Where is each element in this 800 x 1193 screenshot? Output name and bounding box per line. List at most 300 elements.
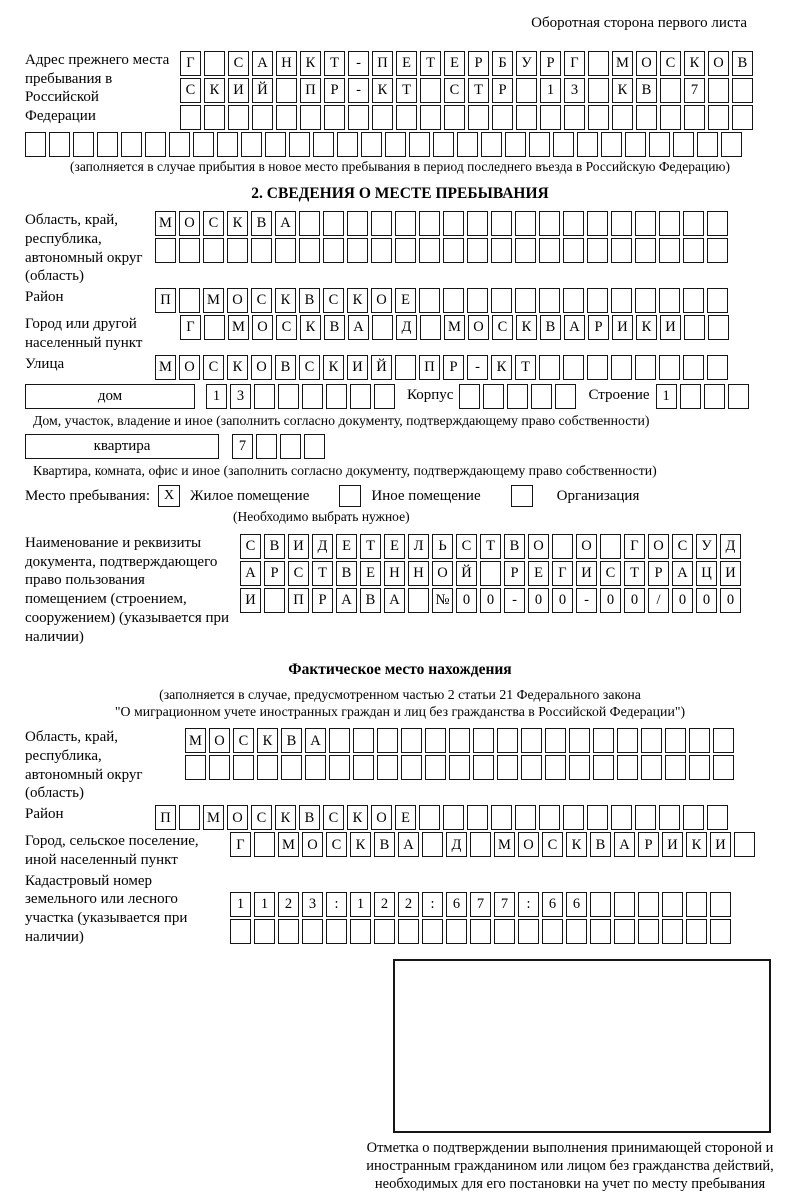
form-cell[interactable] bbox=[420, 105, 441, 130]
form-cell[interactable] bbox=[275, 238, 296, 263]
form-cell[interactable]: Р bbox=[638, 832, 659, 857]
form-cell[interactable] bbox=[539, 211, 560, 236]
form-cell[interactable]: С bbox=[276, 315, 297, 340]
form-cell[interactable]: Р bbox=[540, 51, 561, 76]
form-cell[interactable] bbox=[449, 728, 470, 753]
form-cell[interactable] bbox=[518, 919, 539, 944]
form-cell[interactable]: И bbox=[660, 315, 681, 340]
form-cell[interactable]: : bbox=[422, 892, 443, 917]
form-cell[interactable]: Ц bbox=[696, 561, 717, 586]
form-cell[interactable]: И bbox=[612, 315, 633, 340]
form-cell[interactable] bbox=[227, 238, 248, 263]
form-cell[interactable] bbox=[278, 919, 299, 944]
form-cell[interactable]: 1 bbox=[656, 384, 677, 409]
form-cell[interactable]: Н bbox=[408, 561, 429, 586]
form-cell[interactable] bbox=[708, 315, 729, 340]
form-cell[interactable]: С bbox=[672, 534, 693, 559]
form-cell[interactable]: И bbox=[576, 561, 597, 586]
form-cell[interactable] bbox=[588, 78, 609, 103]
form-cell[interactable] bbox=[401, 755, 422, 780]
form-cell[interactable]: Т bbox=[396, 78, 417, 103]
form-cell[interactable]: В bbox=[504, 534, 525, 559]
form-cell[interactable]: С bbox=[323, 288, 344, 313]
form-cell[interactable]: 6 bbox=[542, 892, 563, 917]
form-cell[interactable] bbox=[507, 384, 528, 409]
form-cell[interactable] bbox=[734, 832, 755, 857]
form-cell[interactable]: К bbox=[612, 78, 633, 103]
form-cell[interactable]: Д bbox=[312, 534, 333, 559]
form-cell[interactable] bbox=[569, 728, 590, 753]
form-cell[interactable] bbox=[539, 805, 560, 830]
form-cell[interactable] bbox=[204, 105, 225, 130]
form-cell[interactable] bbox=[337, 132, 358, 157]
form-cell[interactable]: К bbox=[347, 805, 368, 830]
form-cell[interactable]: О bbox=[371, 288, 392, 313]
form-cell[interactable] bbox=[372, 105, 393, 130]
form-cell[interactable]: М bbox=[444, 315, 465, 340]
form-cell[interactable] bbox=[732, 105, 753, 130]
form-cell[interactable] bbox=[587, 805, 608, 830]
form-cell[interactable] bbox=[121, 132, 142, 157]
form-cell[interactable] bbox=[299, 211, 320, 236]
form-cell[interactable] bbox=[563, 355, 584, 380]
form-cell[interactable]: С bbox=[492, 315, 513, 340]
form-cell[interactable]: М bbox=[185, 728, 206, 753]
form-cell[interactable] bbox=[721, 132, 742, 157]
form-cell[interactable] bbox=[278, 384, 299, 409]
form-cell[interactable] bbox=[553, 132, 574, 157]
form-cell[interactable] bbox=[707, 355, 728, 380]
form-cell[interactable] bbox=[635, 211, 656, 236]
form-cell[interactable]: О bbox=[636, 51, 657, 76]
form-cell[interactable]: С bbox=[240, 534, 261, 559]
form-cell[interactable]: Л bbox=[408, 534, 429, 559]
form-cell[interactable] bbox=[707, 805, 728, 830]
form-cell[interactable] bbox=[689, 728, 710, 753]
form-cell[interactable] bbox=[422, 919, 443, 944]
form-cell[interactable] bbox=[256, 434, 277, 459]
form-cell[interactable] bbox=[588, 105, 609, 130]
form-cell[interactable] bbox=[659, 211, 680, 236]
form-cell[interactable] bbox=[611, 355, 632, 380]
form-cell[interactable] bbox=[419, 211, 440, 236]
form-cell[interactable]: К bbox=[323, 355, 344, 380]
form-cell[interactable] bbox=[710, 892, 731, 917]
form-cell[interactable]: Е bbox=[528, 561, 549, 586]
form-cell[interactable] bbox=[419, 238, 440, 263]
form-cell[interactable] bbox=[545, 755, 566, 780]
form-cell[interactable] bbox=[422, 832, 443, 857]
form-cell[interactable]: К bbox=[227, 355, 248, 380]
form-cell[interactable]: М bbox=[494, 832, 515, 857]
form-cell[interactable]: И bbox=[710, 832, 731, 857]
form-cell[interactable]: В bbox=[360, 588, 381, 613]
form-cell[interactable]: К bbox=[636, 315, 657, 340]
form-cell[interactable]: М bbox=[155, 355, 176, 380]
form-cell[interactable] bbox=[425, 728, 446, 753]
form-cell[interactable] bbox=[684, 315, 705, 340]
form-cell[interactable] bbox=[480, 561, 501, 586]
form-cell[interactable]: О bbox=[468, 315, 489, 340]
form-cell[interactable] bbox=[659, 238, 680, 263]
form-cell[interactable] bbox=[350, 919, 371, 944]
form-cell[interactable]: И bbox=[240, 588, 261, 613]
form-cell[interactable]: Р bbox=[324, 78, 345, 103]
form-cell[interactable] bbox=[409, 132, 430, 157]
form-cell[interactable]: К bbox=[516, 315, 537, 340]
form-cell[interactable]: П bbox=[155, 805, 176, 830]
form-cell[interactable] bbox=[326, 384, 347, 409]
form-cell[interactable] bbox=[420, 78, 441, 103]
form-cell[interactable]: - bbox=[348, 51, 369, 76]
form-cell[interactable]: / bbox=[648, 588, 669, 613]
form-cell[interactable] bbox=[728, 384, 749, 409]
form-cell[interactable]: С bbox=[251, 288, 272, 313]
form-cell[interactable]: С bbox=[299, 355, 320, 380]
form-cell[interactable] bbox=[662, 919, 683, 944]
form-cell[interactable]: А bbox=[305, 728, 326, 753]
form-cell[interactable] bbox=[257, 755, 278, 780]
form-cell[interactable] bbox=[467, 288, 488, 313]
form-cell[interactable] bbox=[587, 355, 608, 380]
form-cell[interactable]: К bbox=[275, 288, 296, 313]
form-cell[interactable]: 2 bbox=[398, 892, 419, 917]
form-cell[interactable] bbox=[564, 105, 585, 130]
form-cell[interactable] bbox=[217, 132, 238, 157]
form-cell[interactable]: 0 bbox=[456, 588, 477, 613]
form-cell[interactable]: П bbox=[372, 51, 393, 76]
form-cell[interactable] bbox=[660, 78, 681, 103]
form-cell[interactable] bbox=[491, 238, 512, 263]
form-cell[interactable] bbox=[145, 132, 166, 157]
form-cell[interactable]: С bbox=[323, 805, 344, 830]
form-cell[interactable] bbox=[635, 238, 656, 263]
form-cell[interactable] bbox=[470, 919, 491, 944]
form-cell[interactable]: М bbox=[155, 211, 176, 236]
form-cell[interactable]: С bbox=[288, 561, 309, 586]
form-cell[interactable] bbox=[638, 892, 659, 917]
form-cell[interactable] bbox=[539, 355, 560, 380]
form-cell[interactable] bbox=[708, 78, 729, 103]
form-cell[interactable]: Й bbox=[252, 78, 273, 103]
form-cell[interactable]: Т bbox=[468, 78, 489, 103]
form-cell[interactable] bbox=[505, 132, 526, 157]
form-cell[interactable]: 2 bbox=[374, 892, 395, 917]
form-cell[interactable] bbox=[324, 105, 345, 130]
form-cell[interactable] bbox=[710, 919, 731, 944]
form-cell[interactable] bbox=[483, 384, 504, 409]
form-cell[interactable] bbox=[680, 384, 701, 409]
form-cell[interactable] bbox=[590, 892, 611, 917]
form-cell[interactable]: И bbox=[288, 534, 309, 559]
form-cell[interactable] bbox=[563, 238, 584, 263]
form-cell[interactable]: Р bbox=[312, 588, 333, 613]
form-cell[interactable]: 0 bbox=[528, 588, 549, 613]
form-cell[interactable]: Р bbox=[264, 561, 285, 586]
form-cell[interactable] bbox=[732, 78, 753, 103]
form-cell[interactable] bbox=[323, 238, 344, 263]
form-cell[interactable] bbox=[329, 755, 350, 780]
form-cell[interactable] bbox=[587, 288, 608, 313]
form-cell[interactable] bbox=[419, 288, 440, 313]
form-cell[interactable] bbox=[497, 728, 518, 753]
form-cell[interactable]: А bbox=[336, 588, 357, 613]
form-cell[interactable]: 7 bbox=[232, 434, 253, 459]
form-cell[interactable]: Т bbox=[480, 534, 501, 559]
form-cell[interactable] bbox=[443, 211, 464, 236]
form-cell[interactable]: Г bbox=[624, 534, 645, 559]
form-cell[interactable]: О bbox=[251, 355, 272, 380]
form-cell[interactable] bbox=[444, 105, 465, 130]
form-cell[interactable]: В bbox=[590, 832, 611, 857]
form-cell[interactable] bbox=[276, 78, 297, 103]
form-cell[interactable] bbox=[491, 805, 512, 830]
form-cell[interactable] bbox=[459, 384, 480, 409]
form-cell[interactable] bbox=[708, 105, 729, 130]
form-cell[interactable]: М bbox=[278, 832, 299, 857]
form-cell[interactable] bbox=[443, 288, 464, 313]
form-cell[interactable]: Р bbox=[443, 355, 464, 380]
form-cell[interactable] bbox=[254, 919, 275, 944]
form-cell[interactable] bbox=[361, 132, 382, 157]
form-cell[interactable]: : bbox=[518, 892, 539, 917]
form-cell[interactable] bbox=[492, 105, 513, 130]
form-cell[interactable]: Г bbox=[552, 561, 573, 586]
form-cell[interactable] bbox=[593, 728, 614, 753]
form-cell[interactable] bbox=[280, 434, 301, 459]
form-cell[interactable] bbox=[683, 238, 704, 263]
form-cell[interactable]: Е bbox=[396, 51, 417, 76]
form-cell[interactable]: В bbox=[264, 534, 285, 559]
form-cell[interactable]: П bbox=[155, 288, 176, 313]
form-cell[interactable] bbox=[686, 919, 707, 944]
form-cell[interactable]: И bbox=[662, 832, 683, 857]
form-cell[interactable]: О bbox=[576, 534, 597, 559]
form-cell[interactable]: Г bbox=[180, 51, 201, 76]
form-cell[interactable] bbox=[697, 132, 718, 157]
form-cell[interactable] bbox=[481, 132, 502, 157]
form-cell[interactable] bbox=[326, 919, 347, 944]
form-cell[interactable]: В bbox=[636, 78, 657, 103]
form-cell[interactable] bbox=[539, 288, 560, 313]
form-cell[interactable] bbox=[614, 892, 635, 917]
form-cell[interactable] bbox=[686, 892, 707, 917]
form-cell[interactable] bbox=[433, 132, 454, 157]
form-cell[interactable]: С bbox=[233, 728, 254, 753]
form-cell[interactable]: О bbox=[179, 211, 200, 236]
form-cell[interactable] bbox=[179, 238, 200, 263]
form-cell[interactable] bbox=[396, 105, 417, 130]
form-cell[interactable] bbox=[635, 805, 656, 830]
form-cell[interactable] bbox=[673, 132, 694, 157]
form-cell[interactable]: О bbox=[209, 728, 230, 753]
form-cell[interactable]: К bbox=[300, 315, 321, 340]
form-cell[interactable] bbox=[209, 755, 230, 780]
form-cell[interactable] bbox=[254, 384, 275, 409]
form-cell[interactable]: О bbox=[648, 534, 669, 559]
form-cell[interactable]: А bbox=[398, 832, 419, 857]
form-cell[interactable] bbox=[491, 288, 512, 313]
form-cell[interactable]: № bbox=[432, 588, 453, 613]
form-cell[interactable]: 3 bbox=[564, 78, 585, 103]
form-cell[interactable] bbox=[73, 132, 94, 157]
form-cell[interactable] bbox=[385, 132, 406, 157]
form-cell[interactable] bbox=[588, 51, 609, 76]
form-cell[interactable] bbox=[531, 384, 552, 409]
form-cell[interactable]: В bbox=[540, 315, 561, 340]
form-cell[interactable]: К bbox=[257, 728, 278, 753]
form-cell[interactable]: С bbox=[600, 561, 621, 586]
form-cell[interactable]: К bbox=[566, 832, 587, 857]
form-cell[interactable]: В bbox=[732, 51, 753, 76]
form-cell[interactable]: 1 bbox=[540, 78, 561, 103]
form-cell[interactable]: С bbox=[203, 211, 224, 236]
form-cell[interactable]: В bbox=[299, 805, 320, 830]
form-cell[interactable] bbox=[704, 384, 725, 409]
form-cell[interactable] bbox=[497, 755, 518, 780]
form-cell[interactable] bbox=[569, 755, 590, 780]
form-cell[interactable] bbox=[251, 238, 272, 263]
form-cell[interactable] bbox=[304, 434, 325, 459]
form-cell[interactable] bbox=[611, 805, 632, 830]
form-cell[interactable]: К bbox=[491, 355, 512, 380]
form-cell[interactable] bbox=[473, 728, 494, 753]
form-cell[interactable]: И bbox=[228, 78, 249, 103]
form-cell[interactable] bbox=[348, 105, 369, 130]
form-cell[interactable]: В bbox=[251, 211, 272, 236]
form-cell[interactable]: А bbox=[564, 315, 585, 340]
form-cell[interactable]: 2 bbox=[278, 892, 299, 917]
form-cell[interactable] bbox=[563, 288, 584, 313]
form-cell[interactable]: И bbox=[720, 561, 741, 586]
form-cell[interactable]: С bbox=[444, 78, 465, 103]
form-cell[interactable] bbox=[660, 105, 681, 130]
form-cell[interactable]: В bbox=[281, 728, 302, 753]
form-cell[interactable] bbox=[617, 728, 638, 753]
form-cell[interactable]: Р bbox=[588, 315, 609, 340]
form-cell[interactable]: П bbox=[300, 78, 321, 103]
form-cell[interactable]: К bbox=[227, 211, 248, 236]
form-cell[interactable] bbox=[683, 288, 704, 313]
form-cell[interactable]: А bbox=[614, 832, 635, 857]
form-cell[interactable] bbox=[552, 534, 573, 559]
form-cell[interactable]: Н bbox=[276, 51, 297, 76]
form-cell[interactable] bbox=[515, 238, 536, 263]
form-cell[interactable] bbox=[233, 755, 254, 780]
form-cell[interactable]: П bbox=[288, 588, 309, 613]
form-cell[interactable] bbox=[587, 238, 608, 263]
form-cell[interactable] bbox=[662, 892, 683, 917]
form-cell[interactable]: 0 bbox=[480, 588, 501, 613]
form-cell[interactable] bbox=[516, 78, 537, 103]
form-cell[interactable]: 6 bbox=[446, 892, 467, 917]
form-cell[interactable]: О bbox=[708, 51, 729, 76]
form-cell[interactable] bbox=[659, 805, 680, 830]
form-cell[interactable]: М bbox=[228, 315, 249, 340]
form-cell[interactable]: 0 bbox=[720, 588, 741, 613]
form-cell[interactable] bbox=[302, 919, 323, 944]
form-cell[interactable] bbox=[49, 132, 70, 157]
form-cell[interactable] bbox=[659, 355, 680, 380]
form-cell[interactable]: С bbox=[251, 805, 272, 830]
form-cell[interactable]: А bbox=[252, 51, 273, 76]
form-cell[interactable] bbox=[353, 755, 374, 780]
form-cell[interactable]: - bbox=[467, 355, 488, 380]
form-cell[interactable]: С bbox=[180, 78, 201, 103]
form-cell[interactable]: 3 bbox=[230, 384, 251, 409]
form-cell[interactable] bbox=[625, 132, 646, 157]
form-cell[interactable]: 6 bbox=[566, 892, 587, 917]
form-cell[interactable] bbox=[612, 105, 633, 130]
form-cell[interactable] bbox=[97, 132, 118, 157]
form-cell[interactable] bbox=[371, 238, 392, 263]
form-cell[interactable]: Е bbox=[336, 534, 357, 559]
form-cell[interactable]: К bbox=[350, 832, 371, 857]
form-cell[interactable]: 1 bbox=[350, 892, 371, 917]
form-cell[interactable] bbox=[350, 384, 371, 409]
form-cell[interactable] bbox=[707, 211, 728, 236]
form-cell[interactable]: У bbox=[516, 51, 537, 76]
form-cell[interactable] bbox=[443, 238, 464, 263]
form-cell[interactable] bbox=[395, 355, 416, 380]
form-cell[interactable]: О bbox=[179, 355, 200, 380]
stay-option-residential-checkbox[interactable]: X bbox=[158, 485, 180, 507]
form-cell[interactable]: 7 bbox=[494, 892, 515, 917]
form-cell[interactable]: А bbox=[240, 561, 261, 586]
form-cell[interactable] bbox=[425, 755, 446, 780]
form-cell[interactable] bbox=[491, 211, 512, 236]
apartment-field-box[interactable]: квартира bbox=[25, 434, 219, 459]
form-cell[interactable]: Ь bbox=[432, 534, 453, 559]
form-cell[interactable] bbox=[347, 238, 368, 263]
form-cell[interactable]: Е bbox=[444, 51, 465, 76]
form-cell[interactable] bbox=[601, 132, 622, 157]
form-cell[interactable]: Й bbox=[456, 561, 477, 586]
form-cell[interactable] bbox=[494, 919, 515, 944]
form-cell[interactable] bbox=[587, 211, 608, 236]
form-cell[interactable] bbox=[473, 755, 494, 780]
form-cell[interactable] bbox=[281, 755, 302, 780]
form-cell[interactable] bbox=[228, 105, 249, 130]
form-cell[interactable] bbox=[659, 288, 680, 313]
form-cell[interactable]: С bbox=[203, 355, 224, 380]
form-cell[interactable] bbox=[252, 105, 273, 130]
form-cell[interactable]: Е bbox=[360, 561, 381, 586]
form-cell[interactable] bbox=[707, 238, 728, 263]
form-cell[interactable]: 1 bbox=[254, 892, 275, 917]
form-cell[interactable] bbox=[457, 132, 478, 157]
form-cell[interactable]: А bbox=[672, 561, 693, 586]
form-cell[interactable] bbox=[641, 755, 662, 780]
form-cell[interactable] bbox=[230, 919, 251, 944]
form-cell[interactable] bbox=[521, 755, 542, 780]
form-cell[interactable] bbox=[276, 105, 297, 130]
form-cell[interactable]: К bbox=[347, 288, 368, 313]
form-cell[interactable] bbox=[713, 755, 734, 780]
form-cell[interactable] bbox=[323, 211, 344, 236]
form-cell[interactable] bbox=[155, 238, 176, 263]
form-cell[interactable] bbox=[408, 588, 429, 613]
form-cell[interactable]: Е bbox=[395, 805, 416, 830]
form-cell[interactable]: Р bbox=[468, 51, 489, 76]
form-cell[interactable]: Б bbox=[492, 51, 513, 76]
form-cell[interactable] bbox=[467, 805, 488, 830]
form-cell[interactable]: О bbox=[252, 315, 273, 340]
form-cell[interactable] bbox=[467, 211, 488, 236]
form-cell[interactable] bbox=[395, 238, 416, 263]
form-cell[interactable]: А bbox=[384, 588, 405, 613]
form-cell[interactable]: Е bbox=[384, 534, 405, 559]
